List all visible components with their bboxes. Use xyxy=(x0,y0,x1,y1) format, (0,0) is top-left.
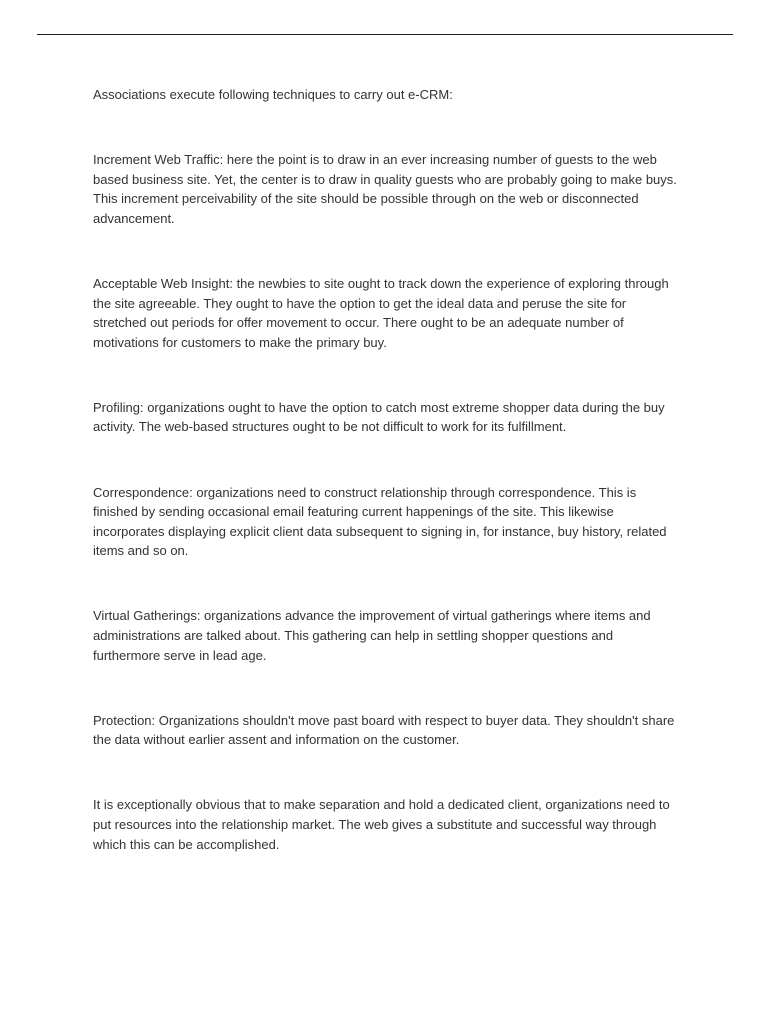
paragraph-protection: Protection: Organizations shouldn't move past board with respect to buyer data. They shouldn't share the data without earlier assent and information on the customer. xyxy=(93,712,675,748)
conclusion-paragraph: It is exceptionally obvious that to make separation and hold a dedicated client, organizations need to put resources into the relationship market. The web gives a substitute and successful way through which this can be accomplished. xyxy=(93,797,670,852)
paragraph-web-traffic: Increment Web Traffic: here the point is to draw in an ever increasing number of guests to the web based business site. Yet, the center is to draw in quality guests who are probably going to make buys. This increment perceivability of the site should be possible through on the web or disconnected advancement. xyxy=(93,152,677,226)
intro-paragraph: Associations execute following techniques to carry out e-CRM: xyxy=(93,87,453,102)
document-body xyxy=(93,85,681,854)
paragraph-web-insight: Acceptable Web Insight: the newbies to site ought to track down the experience of exploring through the site agreeable. They ought to have the option to get the ideal data and peruse the site for stretched out periods for offer movement to occur. There ought to be an adequate number of motivations for customers to make the primary buy. xyxy=(93,275,669,350)
paragraph-profiling: Profiling: organizations ought to have the option to catch most extreme shopper data during the buy activity. The web-based structures ought to be not difficult to work for its fulfillment. xyxy=(93,399,665,435)
top-divider xyxy=(37,34,733,35)
paragraph-virtual-gatherings: Virtual Gatherings: organizations advance the improvement of virtual gatherings where items and administrations are talked about. This gathering can help in settling shopper questions and furthermore serve in lead age. xyxy=(93,608,651,663)
paragraph-correspondence: Correspondence: organizations need to construct relationship through correspondence. This is finished by sending occasional email featuring current happenings of the site. This likewise incorporates displaying explicit client data subsequent to signing in, for instance, buy history, related items and so on. xyxy=(93,484,667,559)
